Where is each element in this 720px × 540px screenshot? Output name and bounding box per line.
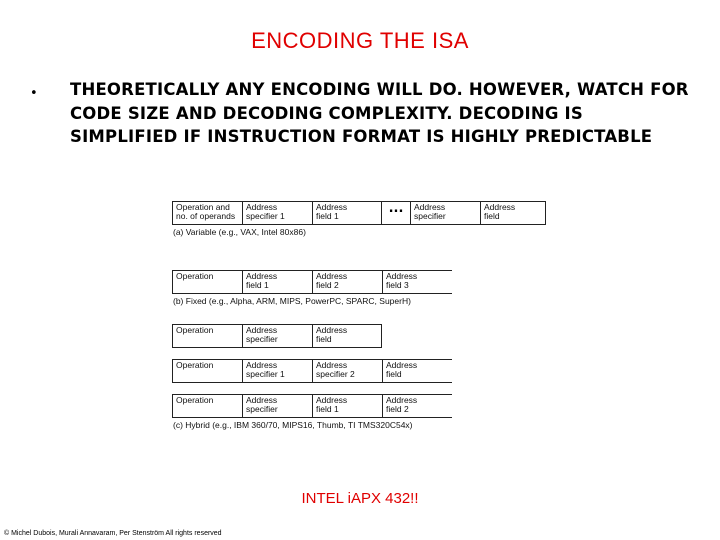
caption-fixed: (b) Fixed (e.g., Alpha, ARM, MIPS, PowerPC, SPARC, SuperH) [173,296,411,306]
format-cell: Address specifier 2 [312,360,382,382]
hybrid-format-row [172,394,452,418]
bullet-text: THEORETICALLY ANY ENCODING WILL DO. HOWEVER, WATCH FOR CODE SIZE AND DECODING COMPLEXITY. DECODING IS SIMPLIFIED IF INSTRUCTION FORMAT IS HIGHLY PREDICTABLE [70,80,689,146]
format-cell: Operation [172,360,242,382]
format-cell: Address field 1 [242,271,312,293]
format-cell: Address field [312,325,382,347]
format-cell: Operation [172,271,242,293]
format-cell: Address field [382,360,452,382]
bullet-marker: • [30,86,38,101]
variable-format-row [172,201,546,225]
slide-title: ENCODING THE ISA [251,28,469,53]
format-cell: Address specifier [242,395,312,417]
format-cell: Operation [172,325,242,347]
format-cell: Operation [172,395,242,417]
caption-hybrid: (c) Hybrid (e.g., IBM 360/70, MIPS16, Thumb, TI TMS320C54x) [173,420,413,430]
format-cell: Address field [480,202,546,224]
hybrid-format-row [172,324,382,348]
format-cell: Address field 3 [382,271,452,293]
format-cell: Address field 2 [382,395,452,417]
format-cell: Address specifier 1 [242,202,312,224]
ellipsis: ... [388,201,404,216]
format-cell: Address field 2 [312,271,382,293]
format-cell: Address specifier [410,202,480,224]
caption-variable: (a) Variable (e.g., VAX, Intel 80x86) [173,227,306,237]
format-cell: Address field 1 [312,202,382,224]
copyright-footer: © Michel Dubois, Murali Annavaram, Per Stenström All rights reserved [4,530,222,537]
format-cell: Address specifier 1 [242,360,312,382]
format-cell: Address specifier [242,325,312,347]
format-cell: Address field 1 [312,395,382,417]
format-cell: Operation and no. of operands [172,202,242,224]
hybrid-format-row [172,359,452,383]
fixed-format-row [172,270,452,294]
intel-note: INTEL iAPX 432!! [301,490,419,507]
